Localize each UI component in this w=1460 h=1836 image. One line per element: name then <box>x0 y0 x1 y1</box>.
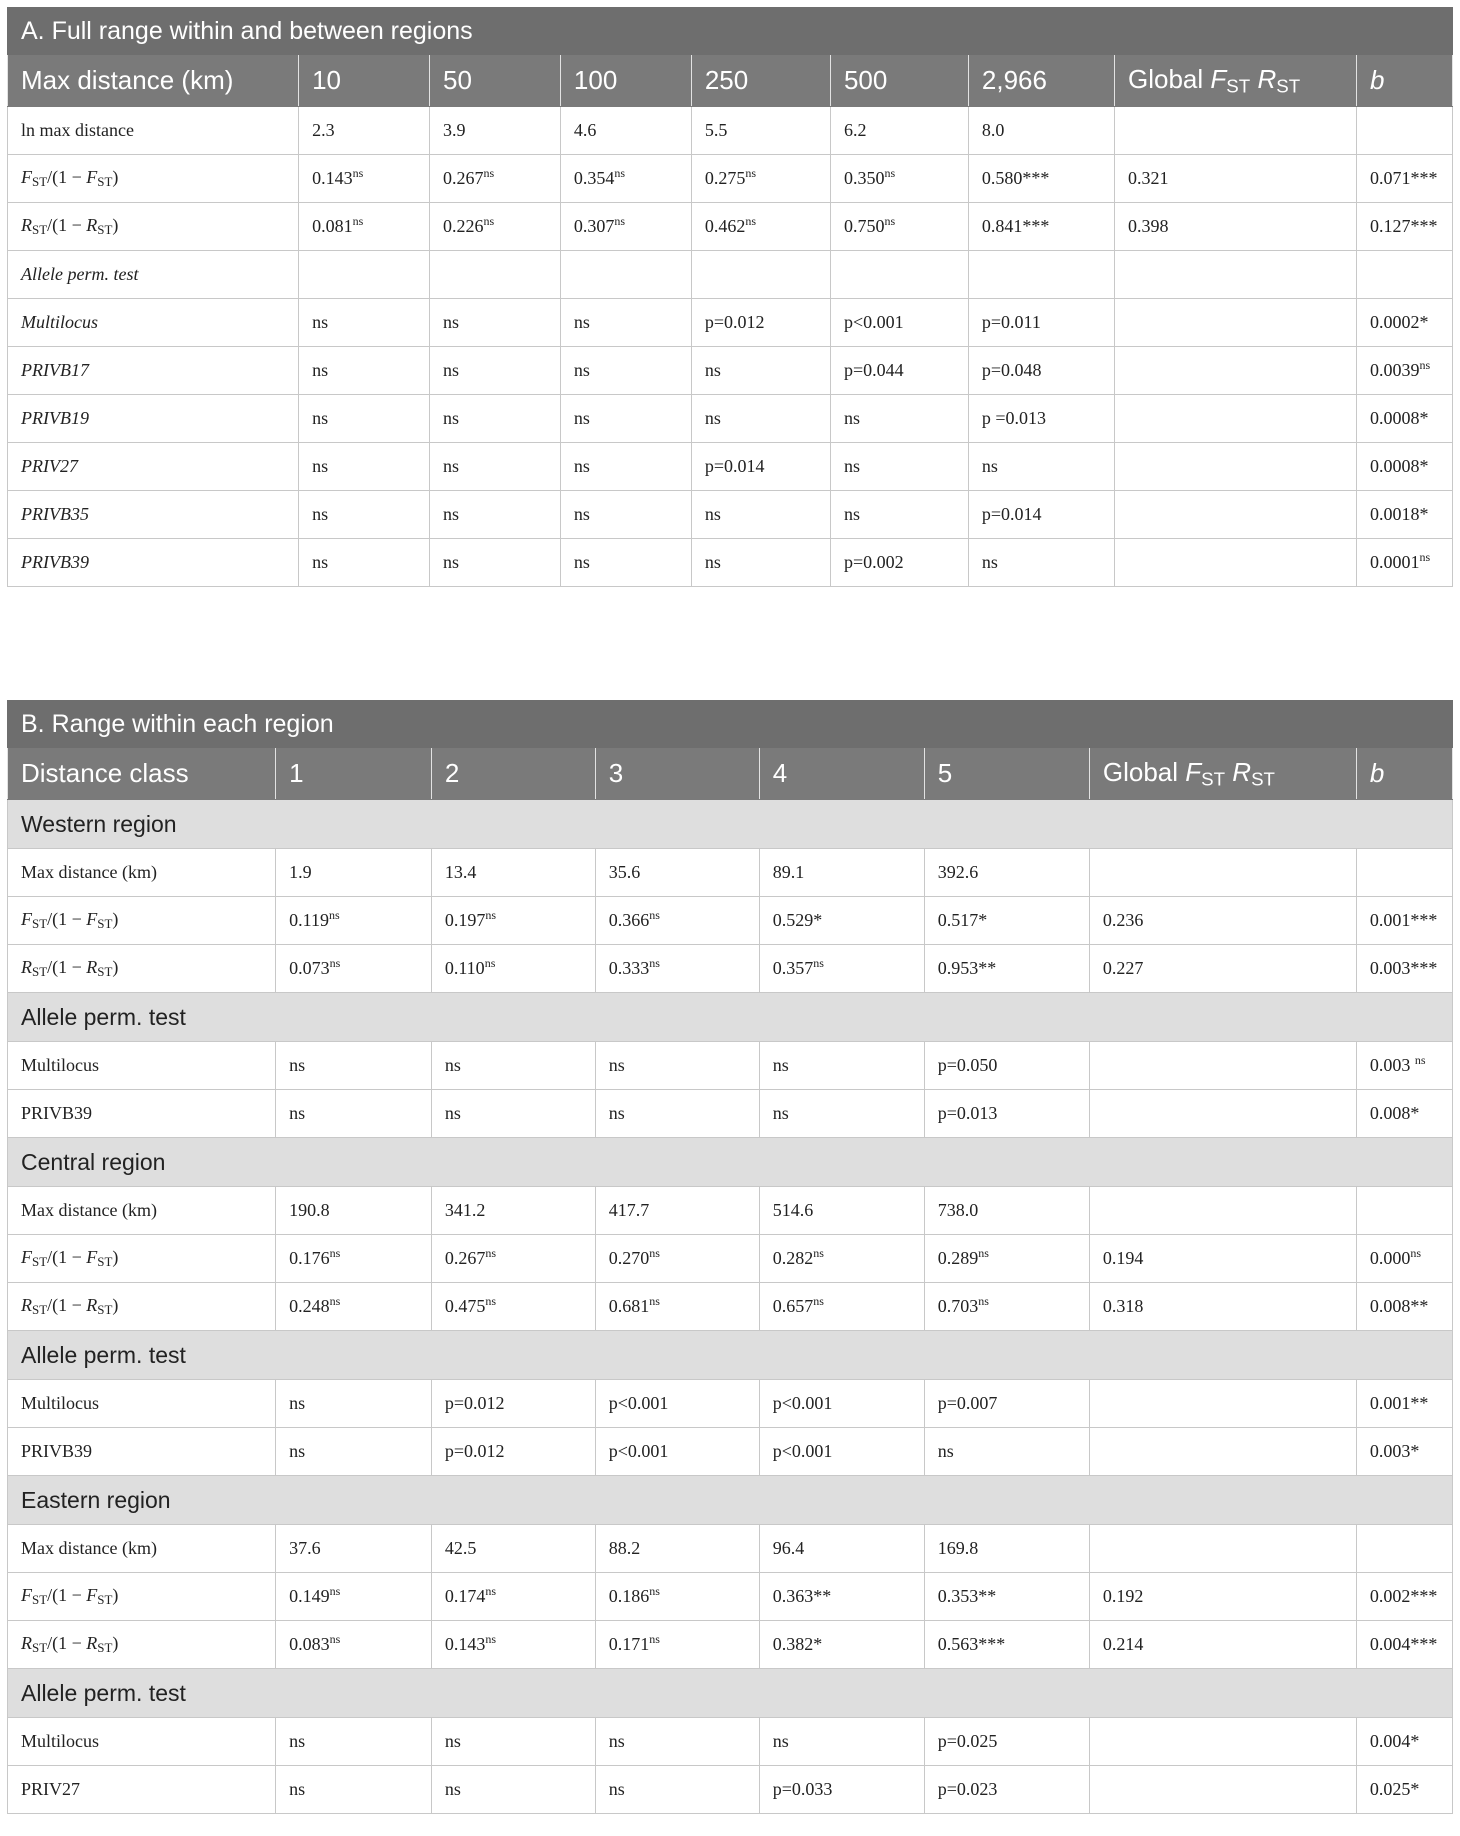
cell: 341.2 <box>431 1187 595 1235</box>
cell: 417.7 <box>595 1187 759 1235</box>
table-row <box>8 539 1453 587</box>
cell: p=0.012 <box>431 1428 595 1476</box>
cell: p=0.002 <box>830 539 968 587</box>
cell: 37.6 <box>276 1525 432 1573</box>
header-col: 2 <box>431 748 595 800</box>
row-label: Allele perm. test <box>8 251 299 299</box>
cell: p<0.001 <box>595 1428 759 1476</box>
header-b: b <box>1356 748 1452 800</box>
header-col: 1 <box>276 748 432 800</box>
cell: $0.073^{ns}$ <box>276 945 432 993</box>
cell <box>830 251 968 299</box>
table-row <box>8 1235 1453 1283</box>
table-a-perm-rows <box>8 299 1453 587</box>
row-label: Max distance (km) <box>8 1525 276 1573</box>
cell <box>1089 1428 1356 1476</box>
perm-label: Allele perm. test <box>8 1331 1453 1380</box>
cell: ns <box>430 539 561 587</box>
row-label: PRIVB19 <box>8 395 299 443</box>
cell: ns <box>595 1718 759 1766</box>
cell: 0.382* <box>759 1621 924 1669</box>
cell: 2.3 <box>299 107 430 155</box>
cell: 0.363** <box>759 1573 924 1621</box>
perm-group-row <box>8 1669 1453 1718</box>
row-label: PRIVB39 <box>8 1428 276 1476</box>
cell: p=0.011 <box>968 299 1114 347</box>
cell: 3.9 <box>430 107 561 155</box>
cell: $0.197^{ns}$ <box>431 897 595 945</box>
table-row <box>8 1766 1453 1814</box>
cell: ns <box>691 395 830 443</box>
table-row <box>8 849 1453 897</box>
header-col: 500 <box>830 55 968 107</box>
row-label-fst: $F_{ST}/(1 - F_{ST})$ <box>8 155 299 203</box>
cell: $0.110^{ns}$ <box>431 945 595 993</box>
region-group-row <box>8 1476 1453 1525</box>
table-row <box>8 1090 1453 1138</box>
cell: 1.9 <box>276 849 432 897</box>
header-col: 50 <box>430 55 561 107</box>
cell: 0.227 <box>1089 945 1356 993</box>
cell: $0.0039^{ns}$ <box>1357 347 1453 395</box>
cell: ns <box>430 299 561 347</box>
cell: 4.6 <box>560 107 691 155</box>
cell <box>1089 1090 1356 1138</box>
cell: 88.2 <box>595 1525 759 1573</box>
cell: p =0.013 <box>968 395 1114 443</box>
cell: $0.703^{ns}$ <box>924 1283 1089 1331</box>
table-row <box>8 897 1453 945</box>
cell <box>1089 1380 1356 1428</box>
cell: p<0.001 <box>830 299 968 347</box>
cell: $0.475^{ns}$ <box>431 1283 595 1331</box>
cell <box>1089 1525 1356 1573</box>
row-label: PRIVB35 <box>8 491 299 539</box>
cell: 96.4 <box>759 1525 924 1573</box>
cell: ns <box>595 1042 759 1090</box>
cell: 0.008** <box>1356 1283 1452 1331</box>
table-row <box>8 491 1453 539</box>
cell <box>560 251 691 299</box>
cell: p=0.050 <box>924 1042 1089 1090</box>
cell: 0.0008* <box>1357 443 1453 491</box>
cell: ns <box>430 443 561 491</box>
row-label: PRIVB39 <box>8 539 299 587</box>
cell: $0.143^{ns}$ <box>299 155 430 203</box>
cell <box>1115 347 1357 395</box>
cell: 0.004* <box>1356 1718 1452 1766</box>
cell: ns <box>430 347 561 395</box>
cell <box>691 251 830 299</box>
cell: 0.002*** <box>1356 1573 1452 1621</box>
cell: p<0.001 <box>759 1428 924 1476</box>
table-row <box>8 1380 1453 1428</box>
table-a-title: A. Full range within and between regions <box>8 8 1453 55</box>
cell: 0.517* <box>924 897 1089 945</box>
cell: p=0.044 <box>830 347 968 395</box>
cell: 8.0 <box>968 107 1114 155</box>
cell: 0.398 <box>1115 203 1357 251</box>
cell: 89.1 <box>759 849 924 897</box>
cell: ns <box>299 443 430 491</box>
cell: 0.318 <box>1089 1283 1356 1331</box>
cell: 0.563*** <box>924 1621 1089 1669</box>
cell <box>1089 1042 1356 1090</box>
table-row <box>8 107 1453 155</box>
cell: p=0.013 <box>924 1090 1089 1138</box>
cell <box>1356 1187 1452 1235</box>
table-a-full-range <box>7 7 1453 587</box>
cell: p<0.001 <box>759 1380 924 1428</box>
row-label: Multilocus <box>8 299 299 347</box>
cell: ns <box>276 1718 432 1766</box>
cell <box>1115 539 1357 587</box>
table-row <box>8 155 1453 203</box>
cell: 5.5 <box>691 107 830 155</box>
cell: ns <box>691 347 830 395</box>
cell: ns <box>276 1766 432 1814</box>
cell: 0.0018* <box>1357 491 1453 539</box>
table-row <box>8 203 1453 251</box>
table-row <box>8 299 1453 347</box>
cell: 13.4 <box>431 849 595 897</box>
region-name: Eastern region <box>8 1476 1453 1525</box>
header-global: Global $F_{ST}$ $R_{ST}$ <box>1089 748 1356 800</box>
cell: 0.008* <box>1356 1090 1452 1138</box>
cell: 0.127*** <box>1357 203 1453 251</box>
table-row <box>8 945 1453 993</box>
cell: 0.003 $^{ns}$ <box>1356 1042 1452 1090</box>
cell: 0.321 <box>1115 155 1357 203</box>
cell: $0.366^{ns}$ <box>595 897 759 945</box>
cell <box>430 251 561 299</box>
cell: $0.681^{ns}$ <box>595 1283 759 1331</box>
cell: $0.081^{ns}$ <box>299 203 430 251</box>
table-row <box>8 1573 1453 1621</box>
cell: $0.171^{ns}$ <box>595 1621 759 1669</box>
table-row <box>8 1187 1453 1235</box>
cell: ns <box>759 1090 924 1138</box>
cell: 0.841*** <box>968 203 1114 251</box>
table-b-within-region <box>7 700 1453 1814</box>
cell: ns <box>431 1042 595 1090</box>
cell: p=0.012 <box>691 299 830 347</box>
cell: 392.6 <box>924 849 1089 897</box>
cell: $0.462^{ns}$ <box>691 203 830 251</box>
cell: ns <box>431 1718 595 1766</box>
cell: ns <box>299 539 430 587</box>
cell: $0.176^{ns}$ <box>276 1235 432 1283</box>
cell <box>299 251 430 299</box>
cell: 169.8 <box>924 1525 1089 1573</box>
cell: $0.149^{ns}$ <box>276 1573 432 1621</box>
cell: p=0.014 <box>968 491 1114 539</box>
cell: 42.5 <box>431 1525 595 1573</box>
cell: $0.0001^{ns}$ <box>1357 539 1453 587</box>
header-col: 5 <box>924 748 1089 800</box>
header-col: 3 <box>595 748 759 800</box>
cell <box>1357 251 1453 299</box>
cell: $0.750^{ns}$ <box>830 203 968 251</box>
cell: 0.001** <box>1356 1380 1452 1428</box>
cell: ns <box>560 443 691 491</box>
cell: $0.657^{ns}$ <box>759 1283 924 1331</box>
cell: 0.192 <box>1089 1573 1356 1621</box>
cell: $0.307^{ns}$ <box>560 203 691 251</box>
cell: ns <box>830 491 968 539</box>
perm-group-row <box>8 1331 1453 1380</box>
row-label-fst: $F_{ST}/(1 - F_{ST})$ <box>8 1235 276 1283</box>
cell: ns <box>595 1766 759 1814</box>
row-label: PRIV27 <box>8 1766 276 1814</box>
cell: p=0.025 <box>924 1718 1089 1766</box>
cell: 0.0008* <box>1357 395 1453 443</box>
row-label-rst: $R_{ST}/(1 - R_{ST})$ <box>8 945 276 993</box>
row-label-rst: $R_{ST}/(1 - R_{ST})$ <box>8 1283 276 1331</box>
cell: $0.333^{ns}$ <box>595 945 759 993</box>
region-name: Central region <box>8 1138 1453 1187</box>
row-label: Multilocus <box>8 1042 276 1090</box>
header-global: Global $F_{ST}$ $R_{ST}$ <box>1115 55 1357 107</box>
cell: 0.0002* <box>1357 299 1453 347</box>
cell: p=0.012 <box>431 1380 595 1428</box>
cell: 0.529* <box>759 897 924 945</box>
header-col: 4 <box>759 748 924 800</box>
perm-label: Allele perm. test <box>8 993 1453 1042</box>
row-label: Multilocus <box>8 1718 276 1766</box>
cell: ns <box>560 539 691 587</box>
table-row <box>8 1428 1453 1476</box>
cell: ns <box>560 347 691 395</box>
cell <box>1115 491 1357 539</box>
cell: ns <box>759 1042 924 1090</box>
cell <box>1356 849 1452 897</box>
cell: ns <box>924 1428 1089 1476</box>
cell <box>1115 299 1357 347</box>
cell: $0.289^{ns}$ <box>924 1235 1089 1283</box>
cell: 0.953** <box>924 945 1089 993</box>
row-label-fst: $F_{ST}/(1 - F_{ST})$ <box>8 1573 276 1621</box>
cell: $0.267^{ns}$ <box>430 155 561 203</box>
cell: $0.119^{ns}$ <box>276 897 432 945</box>
row-label: Max distance (km) <box>8 1187 276 1235</box>
cell: $0.174^{ns}$ <box>431 1573 595 1621</box>
cell: 0.236 <box>1089 897 1356 945</box>
table-a-header-row <box>8 55 1453 107</box>
cell: p=0.007 <box>924 1380 1089 1428</box>
cell <box>1357 107 1453 155</box>
cell: 0.353** <box>924 1573 1089 1621</box>
cell: ns <box>276 1428 432 1476</box>
row-label: Multilocus <box>8 1380 276 1428</box>
row-label-rst: $R_{ST}/(1 - R_{ST})$ <box>8 203 299 251</box>
cell: ns <box>299 491 430 539</box>
cell: $0.143^{ns}$ <box>431 1621 595 1669</box>
header-b: b <box>1357 55 1453 107</box>
header-distance-class: Distance class <box>8 748 276 800</box>
cell: ns <box>968 443 1114 491</box>
cell: 0.001*** <box>1356 897 1452 945</box>
cell: 0.580*** <box>968 155 1114 203</box>
cell: p=0.033 <box>759 1766 924 1814</box>
cell <box>1089 1187 1356 1235</box>
row-label-rst: $R_{ST}/(1 - R_{ST})$ <box>8 1621 276 1669</box>
table-row <box>8 443 1453 491</box>
cell: 0.003*** <box>1356 945 1452 993</box>
cell <box>1356 1525 1452 1573</box>
cell: p<0.001 <box>595 1380 759 1428</box>
cell: ns <box>299 347 430 395</box>
row-label-fst: $F_{ST}/(1 - F_{ST})$ <box>8 897 276 945</box>
cell: 0.071*** <box>1357 155 1453 203</box>
cell: ns <box>830 443 968 491</box>
cell: ns <box>430 395 561 443</box>
table-b-regions <box>8 800 1453 1814</box>
table-row <box>8 1621 1453 1669</box>
header-col: 100 <box>560 55 691 107</box>
cell <box>1089 849 1356 897</box>
table-b-header-row <box>8 748 1453 800</box>
row-label: PRIVB17 <box>8 347 299 395</box>
table-row <box>8 251 1453 299</box>
row-label: PRIV27 <box>8 443 299 491</box>
cell <box>1115 251 1357 299</box>
row-label: PRIVB39 <box>8 1090 276 1138</box>
cell: 0.004*** <box>1356 1621 1452 1669</box>
header-col: 2,966 <box>968 55 1114 107</box>
cell: 514.6 <box>759 1187 924 1235</box>
cell: $0.270^{ns}$ <box>595 1235 759 1283</box>
cell: ns <box>430 491 561 539</box>
table-a-title-row <box>8 8 1453 55</box>
cell: ns <box>595 1090 759 1138</box>
row-label: ln max distance <box>8 107 299 155</box>
cell: $0.000^{ns}$ <box>1356 1235 1452 1283</box>
cell: ns <box>276 1380 432 1428</box>
header-col: 10 <box>299 55 430 107</box>
cell <box>968 251 1114 299</box>
cell: ns <box>276 1090 432 1138</box>
perm-label: Allele perm. test <box>8 1669 1453 1718</box>
cell: 6.2 <box>830 107 968 155</box>
table-row <box>8 1718 1453 1766</box>
cell: $0.282^{ns}$ <box>759 1235 924 1283</box>
cell: p=0.023 <box>924 1766 1089 1814</box>
cell <box>1089 1718 1356 1766</box>
cell: ns <box>299 299 430 347</box>
cell: 0.194 <box>1089 1235 1356 1283</box>
cell: 0.214 <box>1089 1621 1356 1669</box>
cell <box>1089 1766 1356 1814</box>
perm-group-row <box>8 993 1453 1042</box>
cell: ns <box>968 539 1114 587</box>
region-group-row <box>8 800 1453 849</box>
row-label: Max distance (km) <box>8 849 276 897</box>
cell: 738.0 <box>924 1187 1089 1235</box>
region-name: Western region <box>8 800 1453 849</box>
cell: ns <box>431 1090 595 1138</box>
cell: $0.354^{ns}$ <box>560 155 691 203</box>
cell: p=0.014 <box>691 443 830 491</box>
cell: ns <box>560 491 691 539</box>
table-b-title: B. Range within each region <box>8 701 1453 748</box>
cell: ns <box>560 299 691 347</box>
table-b-title-row <box>8 701 1453 748</box>
cell: $0.248^{ns}$ <box>276 1283 432 1331</box>
table-row <box>8 347 1453 395</box>
cell: ns <box>299 395 430 443</box>
cell: $0.186^{ns}$ <box>595 1573 759 1621</box>
cell: $0.083^{ns}$ <box>276 1621 432 1669</box>
cell: ns <box>691 491 830 539</box>
cell: $0.275^{ns}$ <box>691 155 830 203</box>
cell: ns <box>560 395 691 443</box>
cell: 35.6 <box>595 849 759 897</box>
header-max-distance: Max distance (km) <box>8 55 299 107</box>
cell: ns <box>691 539 830 587</box>
cell <box>1115 443 1357 491</box>
cell: p=0.048 <box>968 347 1114 395</box>
cell: ns <box>276 1042 432 1090</box>
cell <box>1115 395 1357 443</box>
cell: $0.357^{ns}$ <box>759 945 924 993</box>
cell: ns <box>759 1718 924 1766</box>
cell: 0.003* <box>1356 1428 1452 1476</box>
cell: $0.350^{ns}$ <box>830 155 968 203</box>
cell: 190.8 <box>276 1187 432 1235</box>
cell: $0.267^{ns}$ <box>431 1235 595 1283</box>
cell: ns <box>431 1766 595 1814</box>
table-row <box>8 1525 1453 1573</box>
table-row <box>8 1042 1453 1090</box>
table-row <box>8 395 1453 443</box>
cell <box>1115 107 1357 155</box>
cell: $0.226^{ns}$ <box>430 203 561 251</box>
cell: 0.025* <box>1356 1766 1452 1814</box>
table-row <box>8 1283 1453 1331</box>
header-col: 250 <box>691 55 830 107</box>
cell: ns <box>830 395 968 443</box>
region-group-row <box>8 1138 1453 1187</box>
